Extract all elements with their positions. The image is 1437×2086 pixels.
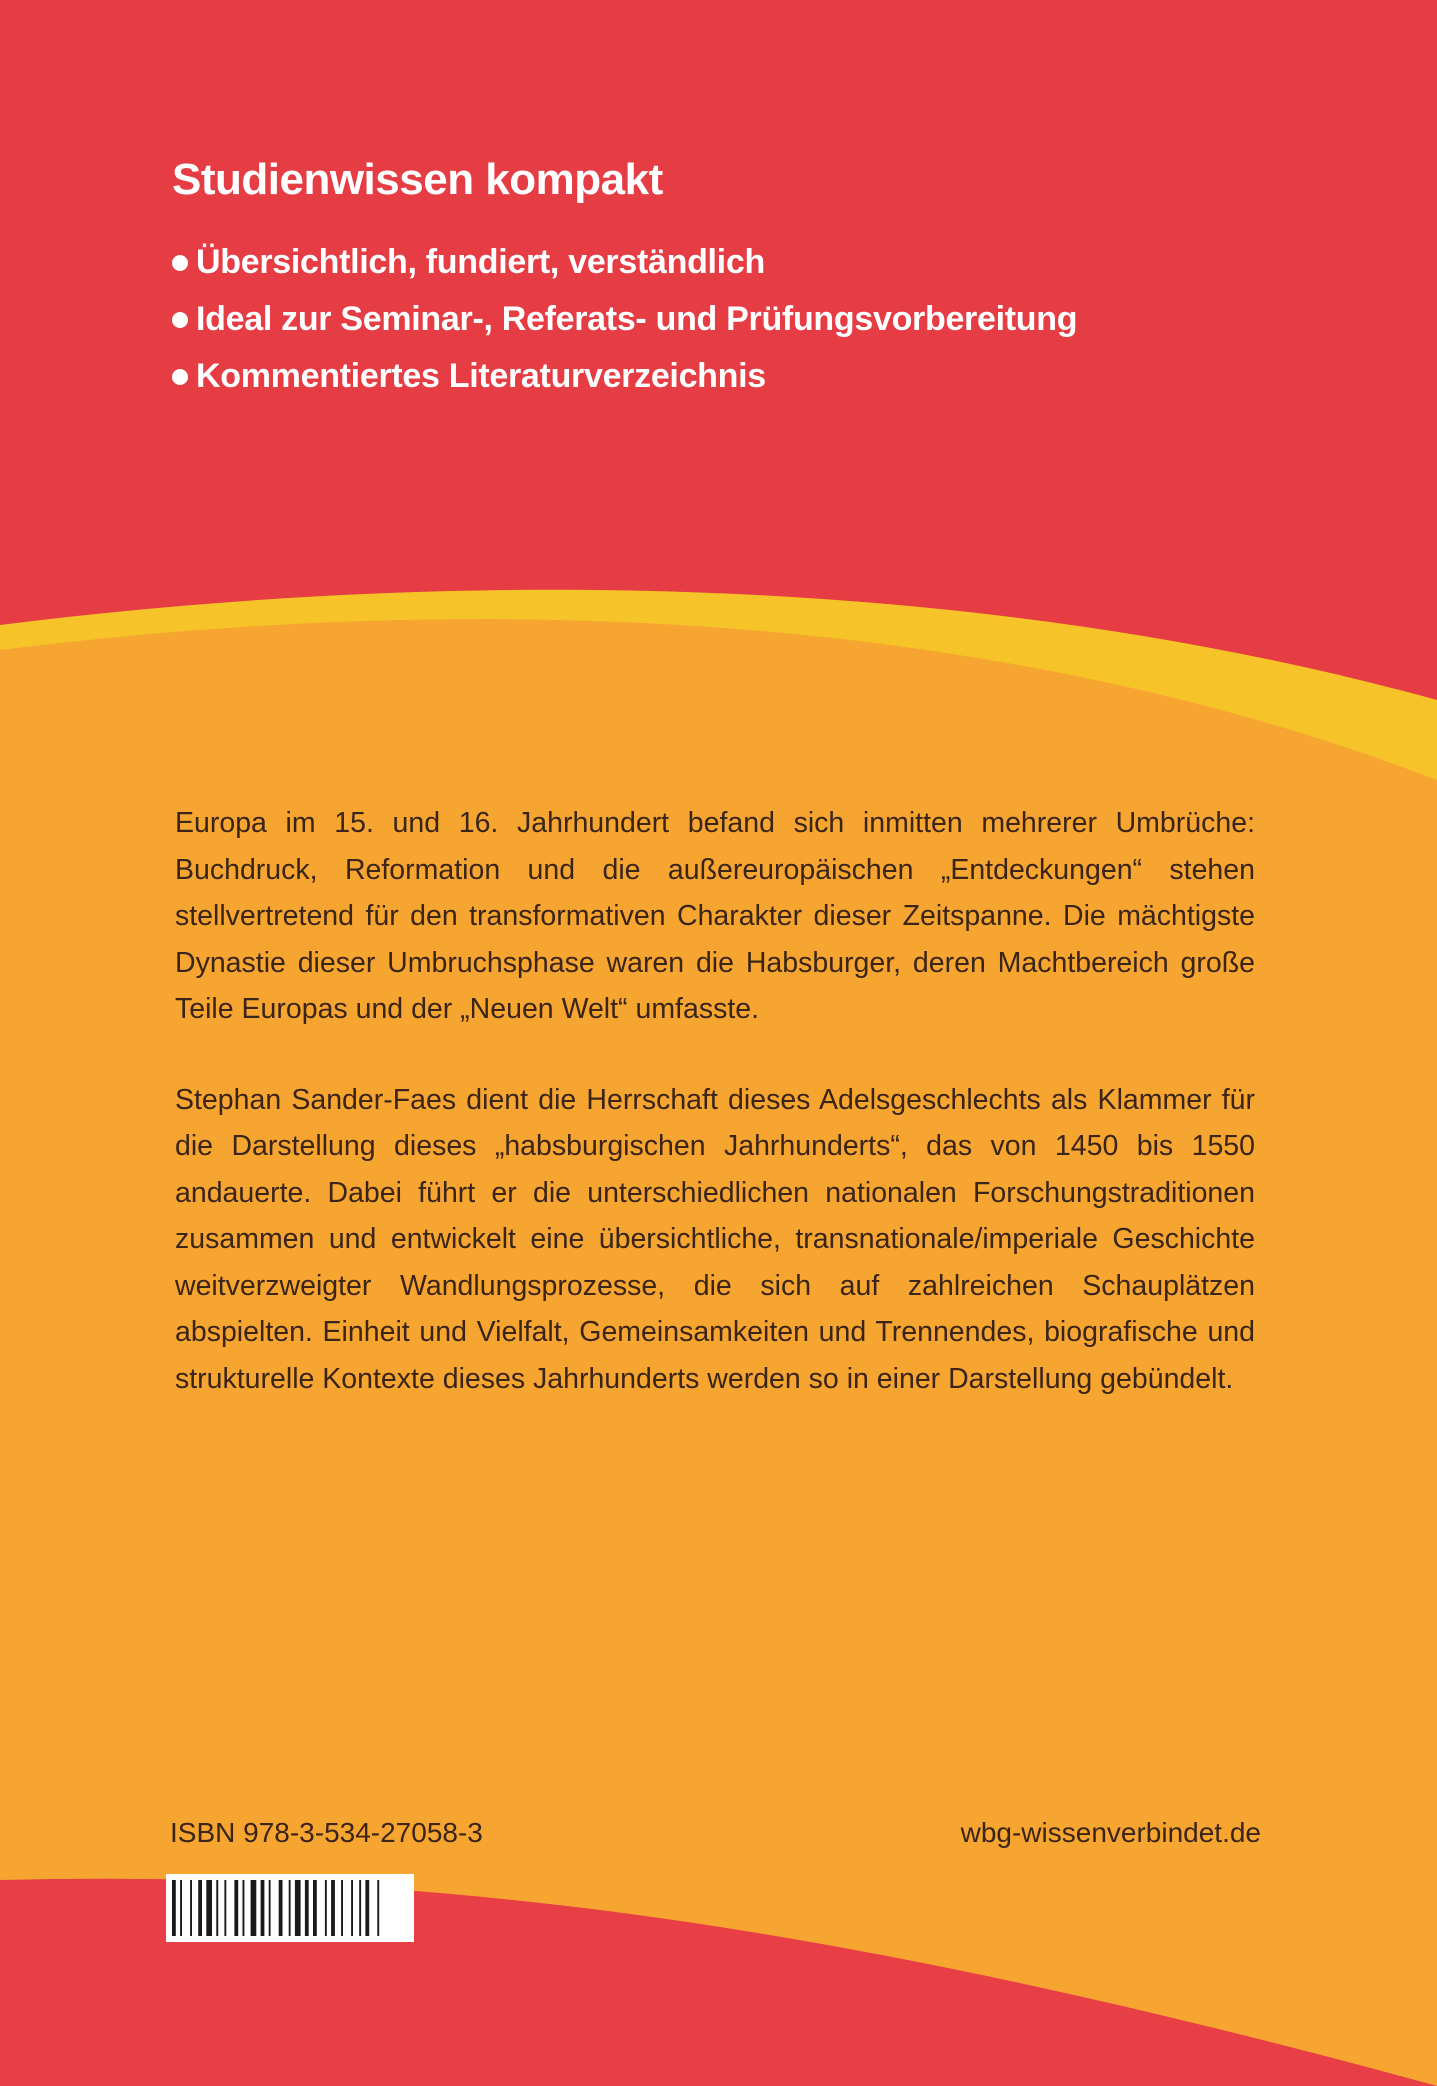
barcode-bar xyxy=(172,1880,176,1936)
barcode-bar xyxy=(224,1880,226,1936)
barcode-bar xyxy=(359,1880,361,1936)
barcode-icon xyxy=(166,1874,414,1942)
barcode-bar xyxy=(180,1880,182,1936)
feature-item xyxy=(172,234,1322,291)
feature-text: Ideal zur Seminar-, Referats- und Prüfungsvorbereitung xyxy=(196,300,1078,338)
barcode-bar xyxy=(351,1880,353,1936)
barcode-bar xyxy=(243,1880,245,1936)
barcode-bar xyxy=(251,1880,257,1936)
barcode-bar xyxy=(289,1880,291,1936)
barcode-bar xyxy=(234,1880,238,1936)
bullet-dot-icon xyxy=(172,255,188,271)
feature-text: Übersichtlich, fundiert, verständlich xyxy=(196,243,765,281)
barcode-bar xyxy=(269,1880,271,1936)
feature-list xyxy=(172,234,1322,405)
barcode-bar xyxy=(377,1880,379,1936)
barcode-bar xyxy=(295,1880,301,1936)
barcode-bar xyxy=(341,1880,343,1936)
isbn-number: ISBN 978-3-534-27058-3 xyxy=(170,1817,483,1848)
barcode-bar xyxy=(206,1880,212,1936)
feature-item xyxy=(172,291,1322,348)
barcode-bar xyxy=(190,1880,192,1936)
header-section xyxy=(172,150,1322,405)
feature-text: Kommentiertes Literaturverzeichnis xyxy=(196,357,766,395)
barcode-bar xyxy=(198,1880,202,1936)
blurb-paragraph: Europa im 15. und 16. Jahrhundert befand sich inmitten mehrerer Umbrüche: Buchdruck, Reformation und die außereuropäischen „Entdeckungen“ stehen stellvertretend für den transformativen Charakter dieser Zeitspanne. Die mächtigste Dynastie dieser Umbruchsphase waren die Habsburger, deren Machtbereich große Teile Europas und der „Neuen Welt“ umfasste. xyxy=(175,807,1255,1025)
barcode-bar xyxy=(216,1880,218,1936)
publisher-website: wbg-wissenverbindet.de xyxy=(960,1817,1261,1848)
bullet-dot-icon xyxy=(172,369,188,385)
feature-item xyxy=(172,348,1322,405)
blurb-paragraph: Stephan Sander-Faes dient die Herrschaft dieses Adelsgeschlechts als Klammer für die Darstellung dieses „habsburgischen Jahrhunderts“, das von 1450 bis 1550 andauerte. Dabei führt er die unterschiedlichen nationalen Forschungstraditionen zusammen und entwickelt eine übersichtliche, transnationale/imperiale Geschichte weitverzweigter Wandlungsprozesse, die sich auf zahlreichen Schauplätzen abspielten. Einheit und Vielfalt, Gemeinsamkeiten und Trennendes, biografische und strukturelle Kontexte dieses Jahrhunderts werden so in einer Darstellung gebündelt. xyxy=(175,1083,1255,1395)
series-title: Studienwissen kompakt xyxy=(172,155,663,204)
barcode-bar xyxy=(313,1880,317,1936)
barcode-bar xyxy=(305,1880,309,1936)
barcode-bar xyxy=(331,1880,335,1936)
barcode-bar xyxy=(365,1880,369,1936)
barcode-bar xyxy=(279,1880,283,1936)
bullet-dot-icon xyxy=(172,312,188,328)
barcode-bar xyxy=(261,1880,265,1936)
blurb-section xyxy=(175,800,1255,1446)
barcode-bar xyxy=(325,1880,327,1936)
